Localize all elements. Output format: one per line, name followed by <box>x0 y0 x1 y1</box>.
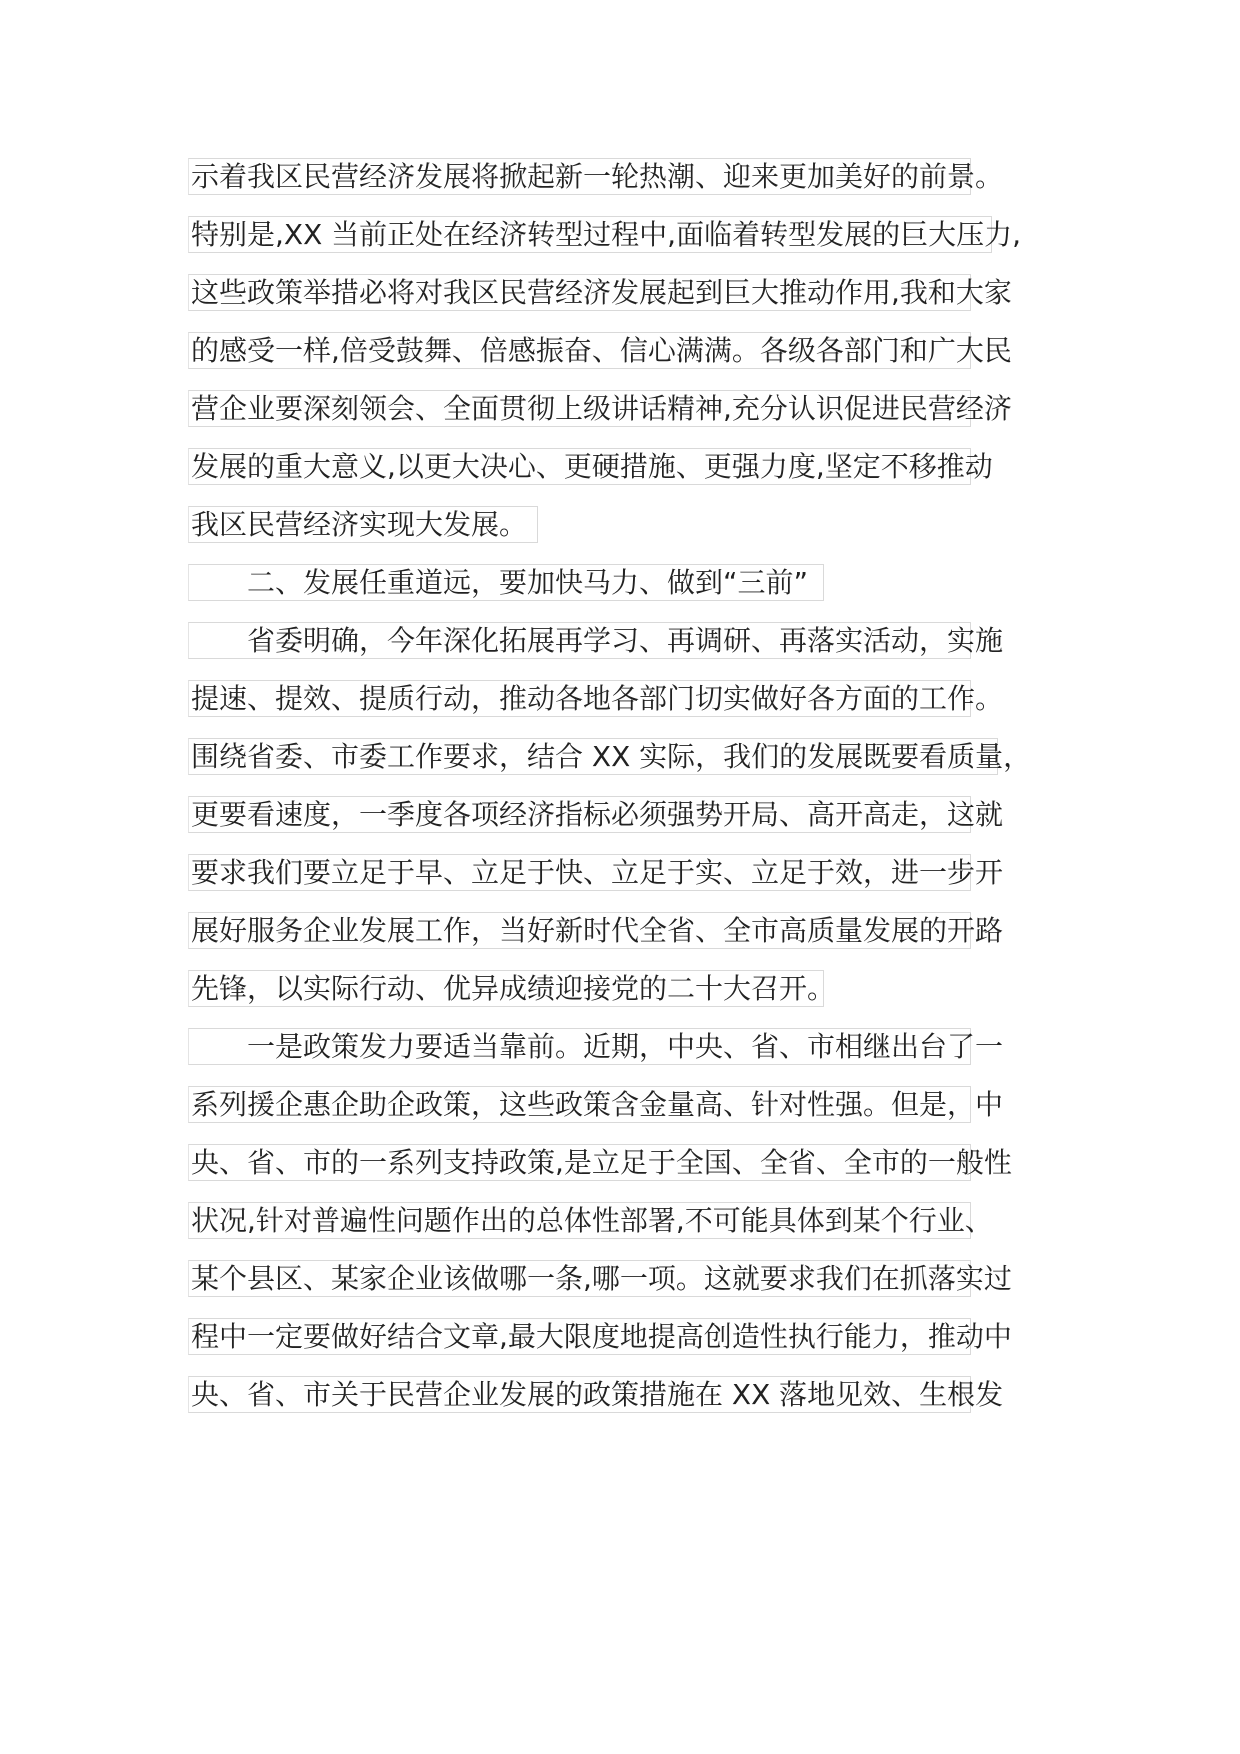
text-line-6: 发展的重大意义,以更大决心、更硬措施、更强力度,坚定不移推动 <box>188 448 971 485</box>
text-line-20: 某个县区、某家企业该做哪一条,哪一项。这就要求我们在抓落实过 <box>188 1260 971 1297</box>
text-line-19: 状况,针对普遍性问题作出的总体性部署,不可能具体到某个行业、 <box>188 1202 971 1239</box>
text-line-5: 营企业要深刻领会、全面贯彻上级讲话精神,充分认识促进民营经济 <box>188 390 971 427</box>
section-heading: 二、发展任重道远，要加快马力、做到“三前” <box>188 564 824 601</box>
text-line-4: 的感受一样,倍受鼓舞、倍感振奋、信心满满。各级各部门和广大民 <box>188 332 971 369</box>
text-line-22: 央、省、市关于民营企业发展的政策措施在 XX 落地见效、生根发 <box>188 1376 971 1413</box>
text-line-13: 要求我们要立足于早、立足于快、立足于实、立足于效，进一步开 <box>188 854 971 891</box>
text-line-10: 提速、提效、提质行动，推动各地各部门切实做好各方面的工作。 <box>188 680 971 717</box>
text-line-14: 展好服务企业发展工作，当好新时代全省、全市高质量发展的开路 <box>188 912 971 949</box>
text-line-16: 一是政策发力要适当靠前。近期，中央、省、市相继出台了一 <box>188 1028 971 1065</box>
text-line-2: 特别是,XX 当前正处在经济转型过程中,面临着转型发展的巨大压力, <box>188 216 992 253</box>
text-line-18: 央、省、市的一系列支持政策,是立足于全国、全省、全市的一般性 <box>188 1144 971 1181</box>
text-line-11: 围绕省委、市委工作要求，结合 XX 实际，我们的发展既要看质量， <box>188 738 998 775</box>
text-line-9: 省委明确，今年深化拓展再学习、再调研、再落实活动，实施 <box>188 622 971 659</box>
text-line-7: 我区民营经济实现大发展。 <box>188 506 538 543</box>
text-line-12: 更要看速度，一季度各项经济指标必须强势开局、高开高走，这就 <box>188 796 971 833</box>
text-line-17: 系列援企惠企助企政策，这些政策含金量高、针对性强。但是，中 <box>188 1086 971 1123</box>
text-line-1: 示着我区民营经济发展将掀起新一轮热潮、迎来更加美好的前景。 <box>188 158 971 195</box>
text-line-21: 程中一定要做好结合文章,最大限度地提高创造性执行能力，推动中 <box>188 1318 971 1355</box>
text-line-3: 这些政策举措必将对我区民营经济发展起到巨大推动作用,我和大家 <box>188 274 971 311</box>
text-line-15: 先锋，以实际行动、优异成绩迎接党的二十大召开。 <box>188 970 824 1007</box>
